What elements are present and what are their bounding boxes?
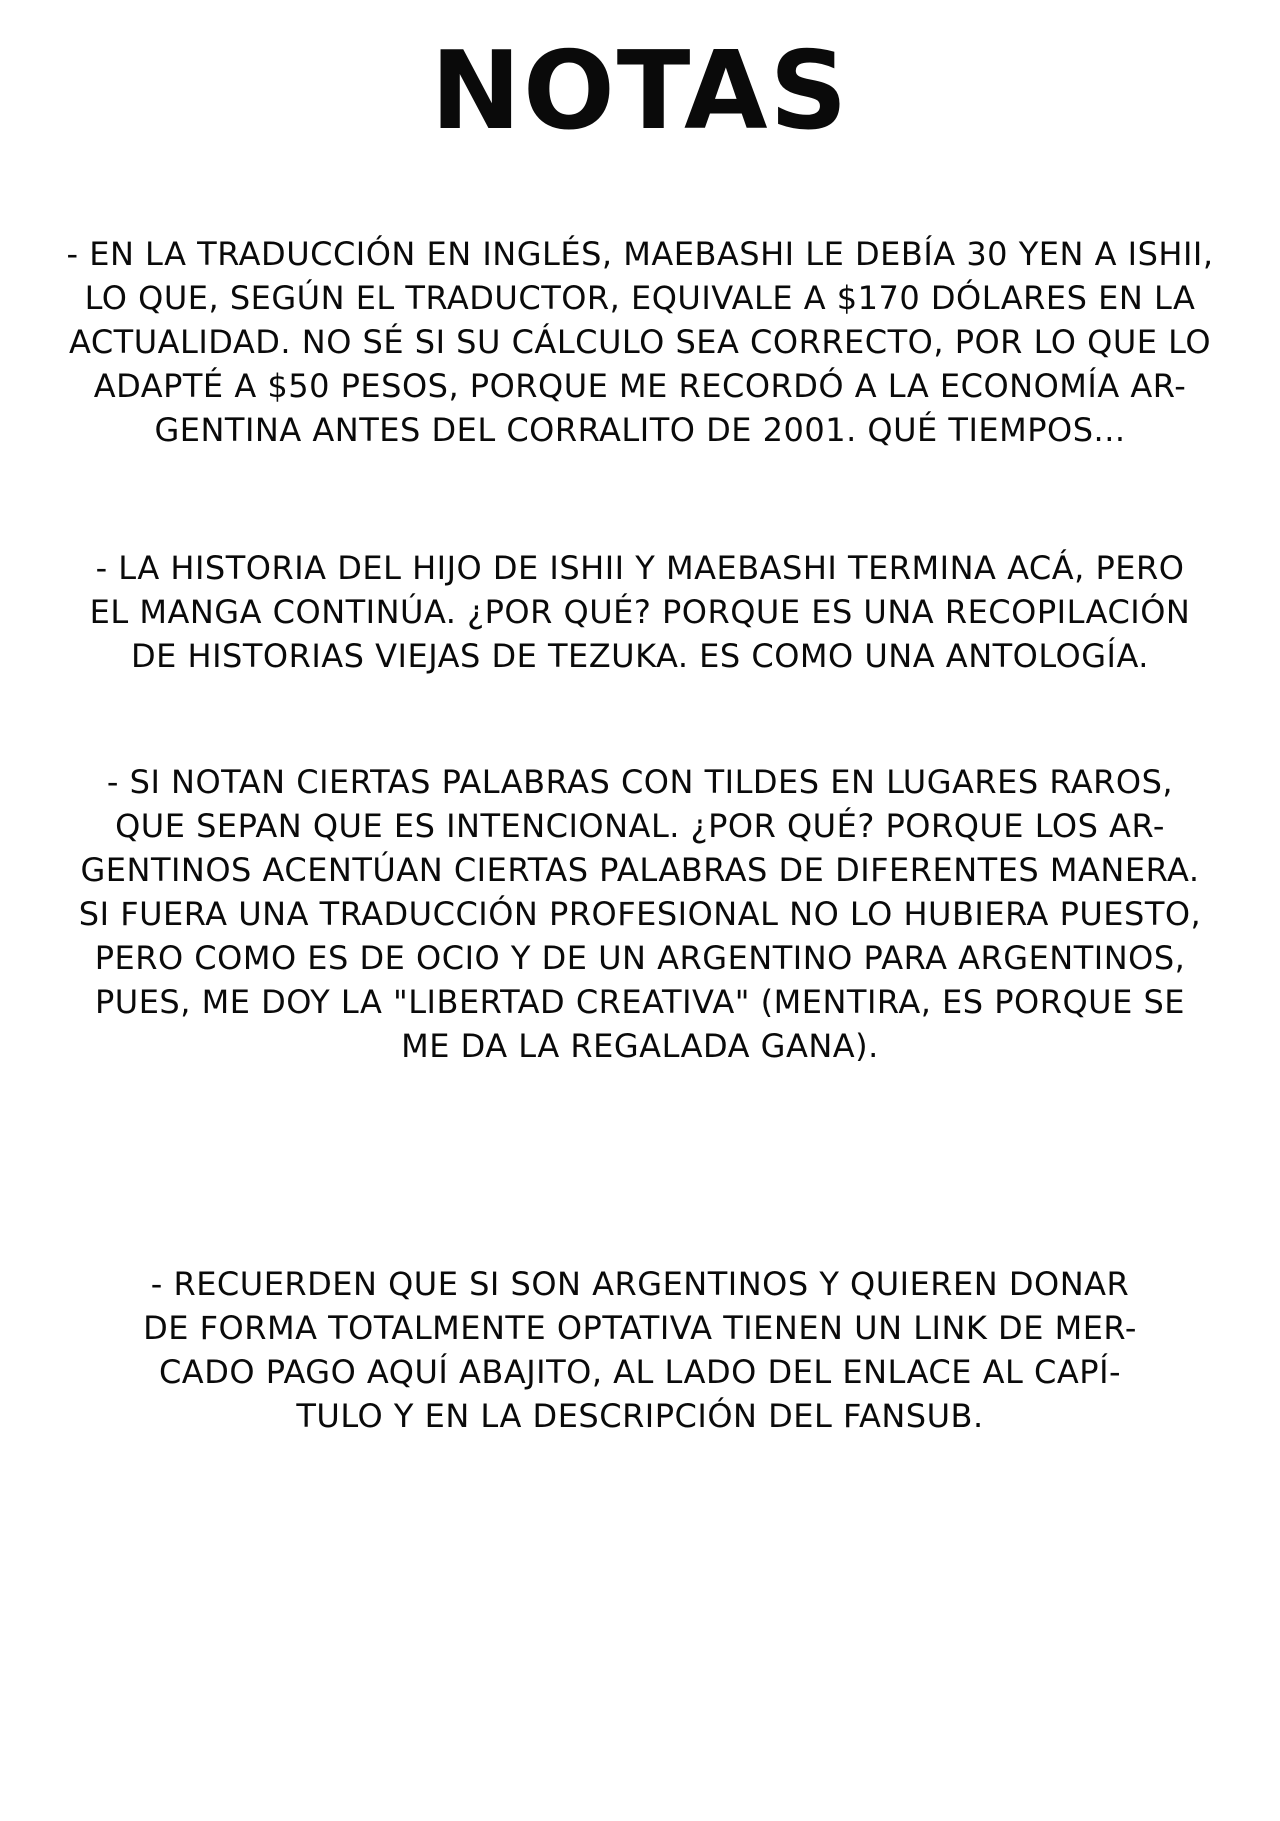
page-title: NOTAS bbox=[430, 29, 850, 154]
note-paragraph: - SI NOTAN CIERTAS PALABRAS CON TILDES EN LUGARES RAROS, QUE SEPAN QUE ES INTENCIONAL. ¿POR QUÉ? PORQUE LOS AR- GENTINOS ACENTÚAN CIERTAS PALABRAS DE DIFERENTES MANERA. SI FUERA UNA TRADUCCIÓN PROFESIONAL NO LO HUBIERA PUESTO, PERO COMO ES DE OCIO Y DE UN ARGENTINO PARA ARGENTINOS, PUES, ME DOY LA "LIBERTAD CREATIVA" (MENTIRA, ES PORQUE SE ME DA LA REGALADA GANA). bbox=[78, 763, 1202, 1065]
note-paragraph: - LA HISTORIA DEL HIJO DE ISHII Y MAEBASHI TERMINA ACÁ, PERO EL MANGA CONTINÚA. ¿POR QUÉ? PORQUE ES UNA RECOPILACIÓN DE HISTORIAS VIEJAS DE TEZUKA. ES COMO UNA ANTOLOGÍA. bbox=[89, 549, 1191, 675]
note-paragraph: - RECUERDEN QUE SI SON ARGENTINOS Y QUIEREN DONAR DE FORMA TOTALMENTE OPTATIVA TIENEN UN LINK DE MER- CADO PAGO AQUÍ ABAJITO, AL LADO DEL ENLACE AL CAPÍ- TULO Y EN LA DESCRIPCIÓN DEL FANSUB. bbox=[143, 1265, 1137, 1435]
note-paragraph: - EN LA TRADUCCIÓN EN INGLÉS, MAEBASHI LE DEBÍA 30 YEN A ISHII, LO QUE, SEGÚN EL TRADUCTOR, EQUIVALE A $170 DÓLARES EN LA ACTUALIDAD. NO SÉ SI SU CÁLCULO SEA CORRECTO, POR LO QUE LO ADAPTÉ A $50 PESOS, PORQUE ME RECORDÓ A LA ECONOMÍA AR- GENTINA ANTES DEL CORRALITO DE 2001. QUÉ TIEMPOS... bbox=[66, 235, 1214, 449]
